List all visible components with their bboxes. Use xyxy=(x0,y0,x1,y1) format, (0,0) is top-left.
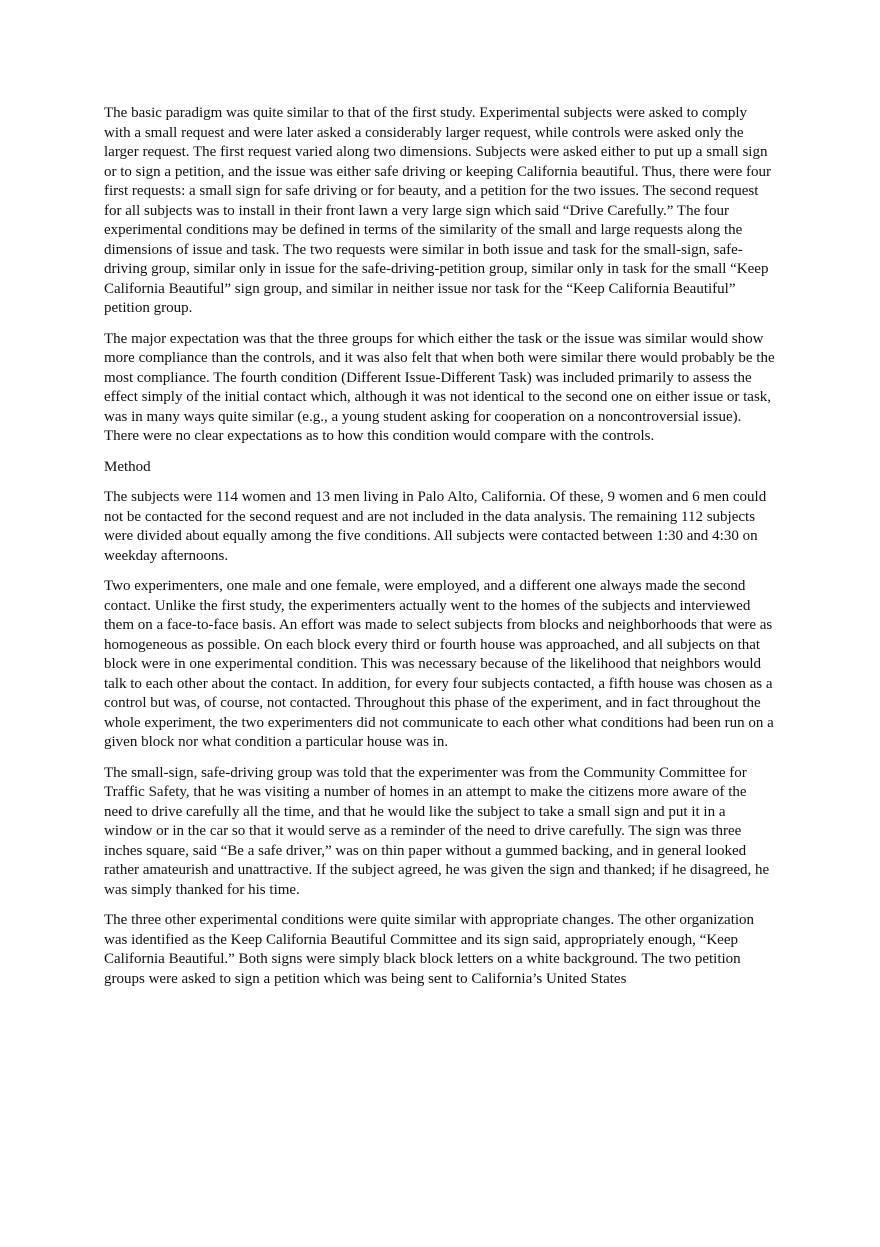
paragraph-paradigm: The basic paradigm was quite similar to that of the first study. Experimental subjects were asked to comply with a small request and were later asked a considerably larger request, while controls were asked only the larger request. The first request varied along two dimensions. Subjects were asked either to put up a small sign or to sign a petition, and the issue was either safe driving or keeping California beautiful. Thus, there were four first requests: a small sign for safe driving or for beauty, and a petition for the two issues. The second request for all subjects was to install in their front lawn a very large sign which said “Drive Carefully.” The four experimental conditions may be defined in terms of the similarity of the small and large requests along the dimensions of issue and task. The two requests were similar in both issue and task for the small-sign, safe-driving group, similar only in issue for the safe-driving-petition group, similar only in task for the small “Keep California Beautiful” sign group, and similar in neither issue nor task for the “Keep California Beautiful” petition group. xyxy=(104,105,772,316)
paragraph-experimenters: Two experimenters, one male and one female, were employed, and a different one always made the second contact. Unlike the first study, the experimenters actually went to the homes of the subjects and interviewed them on a face-to-face basis. An effort was made to select subjects from blocks and neighborhoods that were as homogeneous as possible. On each block every third or fourth house was approached, and all subjects on that block were in one experimental condition. This was necessary because of the likelihood that neighbors would talk to each other about the contact. In addition, for every four subjects contacted, a fifth house was chosen as a control but was, of course, not contacted. Throughout this phase of the experiment, and in fact throughout the whole experiment, the two experimenters did not communicate to each other what conditions had been run on a given block nor what condition a particular house was in. xyxy=(104,578,774,750)
section-heading-method: Method xyxy=(104,458,151,475)
paragraph-subjects: The subjects were 114 women and 13 men living in Palo Alto, California. Of these, 9 women and 6 men could not be contacted for the second request and are not included in the data analysis. The remaining 112 subjects were divided about equally among the five conditions. All subjects were contacted between 1:30 and 4:30 on weekday afternoons. xyxy=(104,489,767,564)
paragraph-expectation: The major expectation was that the three groups for which either the task or the issue was similar would show more compliance than the controls, and it was also felt that when both were similar there would probably be the most compliance. The fourth condition (Different Issue-Different Task) was included primarily to assess the effect simply of the initial contact which, although it was not identical to the second one on either issue or task, was in many ways quite similar (e.g., a young student asking for cooperation on a noncontroversial issue). There were no clear expectations as to how this condition would compare with the controls. xyxy=(104,330,775,444)
paragraph-small-sign-group: The small-sign, safe-driving group was told that the experimenter was from the Community Committee for Traffic Safety, that he was visiting a number of homes in an attempt to make the citizens more aware of the need to drive carefully all the time, and that he would like the subject to take a small sign and put it in a window or in the car so that it would serve as a reminder of the need to drive carefully. The sign was three inches square, said “Be a safe driver,” was on thin paper without a gummed backing, and in general looked rather amateurish and unattractive. If the subject agreed, he was given the sign and thanked; if he disagreed, he was simply thanked for his time. xyxy=(104,764,770,898)
paragraph-other-conditions: The three other experimental conditions were quite similar with appropriate changes. The other organization was identified as the Keep California Beautiful Committee and its sign said, appropriately enough, “Keep California Beautiful.” Both signs were simply black block letters on a white background. The two petition groups were asked to sign a petition which was being sent to California’s United States xyxy=(104,912,755,987)
document-page xyxy=(104,104,776,1000)
